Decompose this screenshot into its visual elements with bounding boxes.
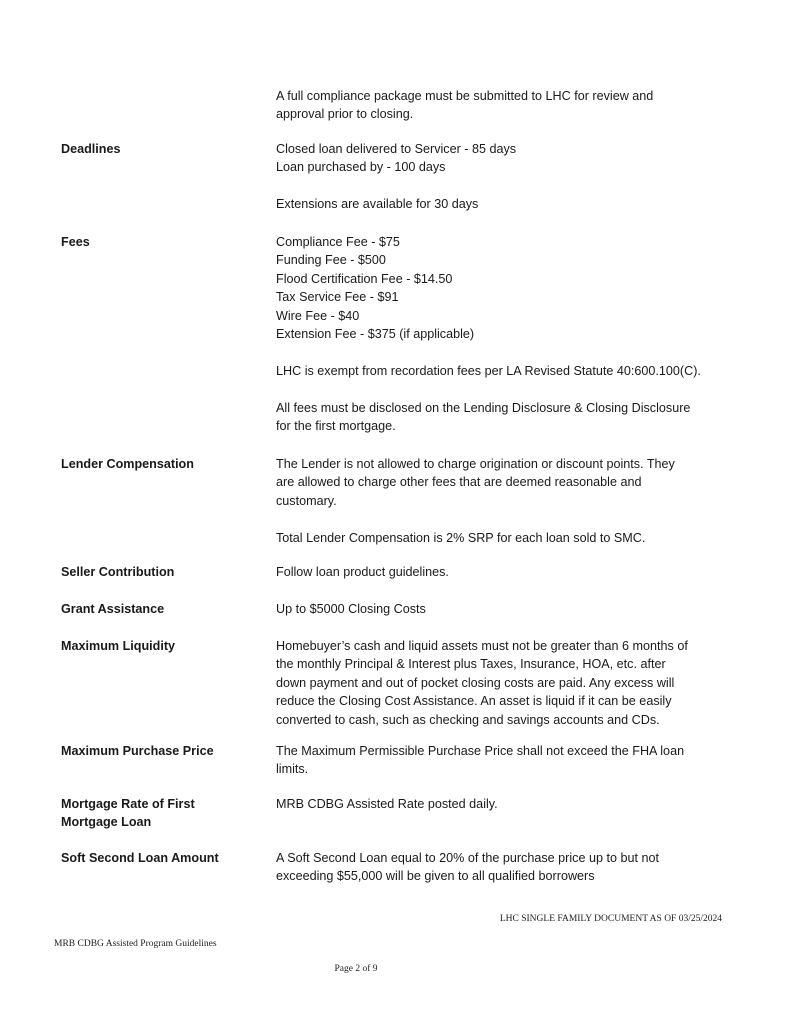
soft-second-line: A Soft Second Loan equal to 20% of the purchase price up to but not bbox=[276, 851, 659, 865]
purchase-price-line: The Maximum Permissible Purchase Price shall not exceed the FHA loan bbox=[276, 744, 685, 758]
program-name-footer: MRB CDBG Assisted Program Guidelines bbox=[54, 939, 217, 949]
deadline-note: Extensions are available for 30 days bbox=[276, 197, 479, 212]
section-content-grant-assistance bbox=[276, 600, 726, 618]
section-label-grant-assistance: Grant Assistance bbox=[61, 602, 165, 616]
fee-disclosure-note: All fees must be disclosed on the Lending Disclosure & Closing Disclosure bbox=[276, 400, 691, 415]
section-label-maximum-liquidity: Maximum Liquidity bbox=[61, 639, 176, 653]
fee-item: Tax Service Fee - $91 bbox=[276, 290, 399, 305]
section-content-lender-compensation bbox=[276, 455, 726, 547]
liquidity-line: reduce the Closing Cost Assistance. An asset is liquid if it can be easily bbox=[276, 694, 672, 709]
lender-comp-line: customary. bbox=[276, 493, 337, 508]
section-label-maximum-purchase-price: Maximum Purchase Price bbox=[61, 744, 214, 758]
document-stamp: LHC SINGLE FAMILY DOCUMENT AS OF 03/25/2024 bbox=[499, 914, 722, 924]
fee-item: Funding Fee - $500 bbox=[276, 253, 386, 268]
section-content-seller-contribution bbox=[276, 563, 726, 581]
lender-comp-line: are allowed to charge other fees that are deemed reasonable and bbox=[276, 475, 642, 490]
lender-comp-line: The Lender is not allowed to charge origination or discount points. They bbox=[276, 457, 675, 471]
liquidity-line: Homebuyer’s cash and liquid assets must not be greater than 6 months of bbox=[276, 639, 688, 653]
section-label-soft-second: Soft Second Loan Amount bbox=[61, 851, 219, 865]
section-content-deadlines bbox=[276, 140, 726, 214]
section-content-maximum-purchase-price bbox=[276, 742, 726, 779]
deadline-item: Loan purchased by - 100 days bbox=[276, 160, 446, 175]
intro-paragraph bbox=[276, 87, 726, 124]
section-content-fees bbox=[276, 233, 726, 435]
section-content-mortgage-rate bbox=[276, 795, 726, 813]
mortgage-rate-label-line: Mortgage Rate of First bbox=[61, 797, 195, 811]
liquidity-line: converted to cash, such as checking and savings accounts and CDs. bbox=[276, 712, 660, 727]
liquidity-line: the monthly Principal & Interest plus Taxes, Insurance, HOA, etc. after bbox=[276, 657, 666, 672]
section-label-lender-compensation: Lender Compensation bbox=[61, 457, 194, 471]
section-label-seller-contribution: Seller Contribution bbox=[61, 565, 175, 579]
fee-exemption-note: LHC is exempt from recordation fees per LA Revised Statute 40:600.100(C). bbox=[276, 363, 701, 378]
section-content-soft-second bbox=[276, 849, 726, 886]
intro-line: approval prior to closing. bbox=[276, 107, 414, 122]
intro-line: A full compliance package must be submitted to LHC for review and bbox=[276, 89, 654, 103]
fee-item: Compliance Fee - $75 bbox=[276, 235, 400, 249]
section-content-maximum-liquidity bbox=[276, 637, 726, 729]
fee-item: Wire Fee - $40 bbox=[276, 308, 360, 323]
liquidity-line: down payment and out of pocket closing costs are paid. Any excess will bbox=[276, 675, 675, 690]
fee-item: Flood Certification Fee - $14.50 bbox=[276, 271, 453, 286]
fee-disclosure-note: for the first mortgage. bbox=[276, 419, 396, 434]
soft-second-line: exceeding $55,000 will be given to all qualified borrowers bbox=[276, 869, 595, 884]
purchase-price-line: limits. bbox=[276, 762, 309, 777]
mortgage-rate-text: MRB CDBG Assisted Rate posted daily. bbox=[276, 797, 498, 811]
seller-contribution-text: Follow loan product guidelines. bbox=[276, 565, 449, 579]
fee-item: Extension Fee - $375 (if applicable) bbox=[276, 327, 475, 342]
section-label-mortgage-rate bbox=[61, 795, 261, 832]
section-label-deadlines: Deadlines bbox=[61, 142, 121, 156]
section-label-fees: Fees bbox=[61, 235, 90, 249]
grant-assistance-text: Up to $5000 Closing Costs bbox=[276, 602, 426, 616]
deadline-item: Closed loan delivered to Servicer - 85 days bbox=[276, 142, 517, 156]
page-number: Page 2 of 9 bbox=[334, 964, 378, 974]
mortgage-rate-label-line: Mortgage Loan bbox=[61, 815, 152, 830]
lender-comp-total: Total Lender Compensation is 2% SRP for each loan sold to SMC. bbox=[276, 530, 646, 545]
